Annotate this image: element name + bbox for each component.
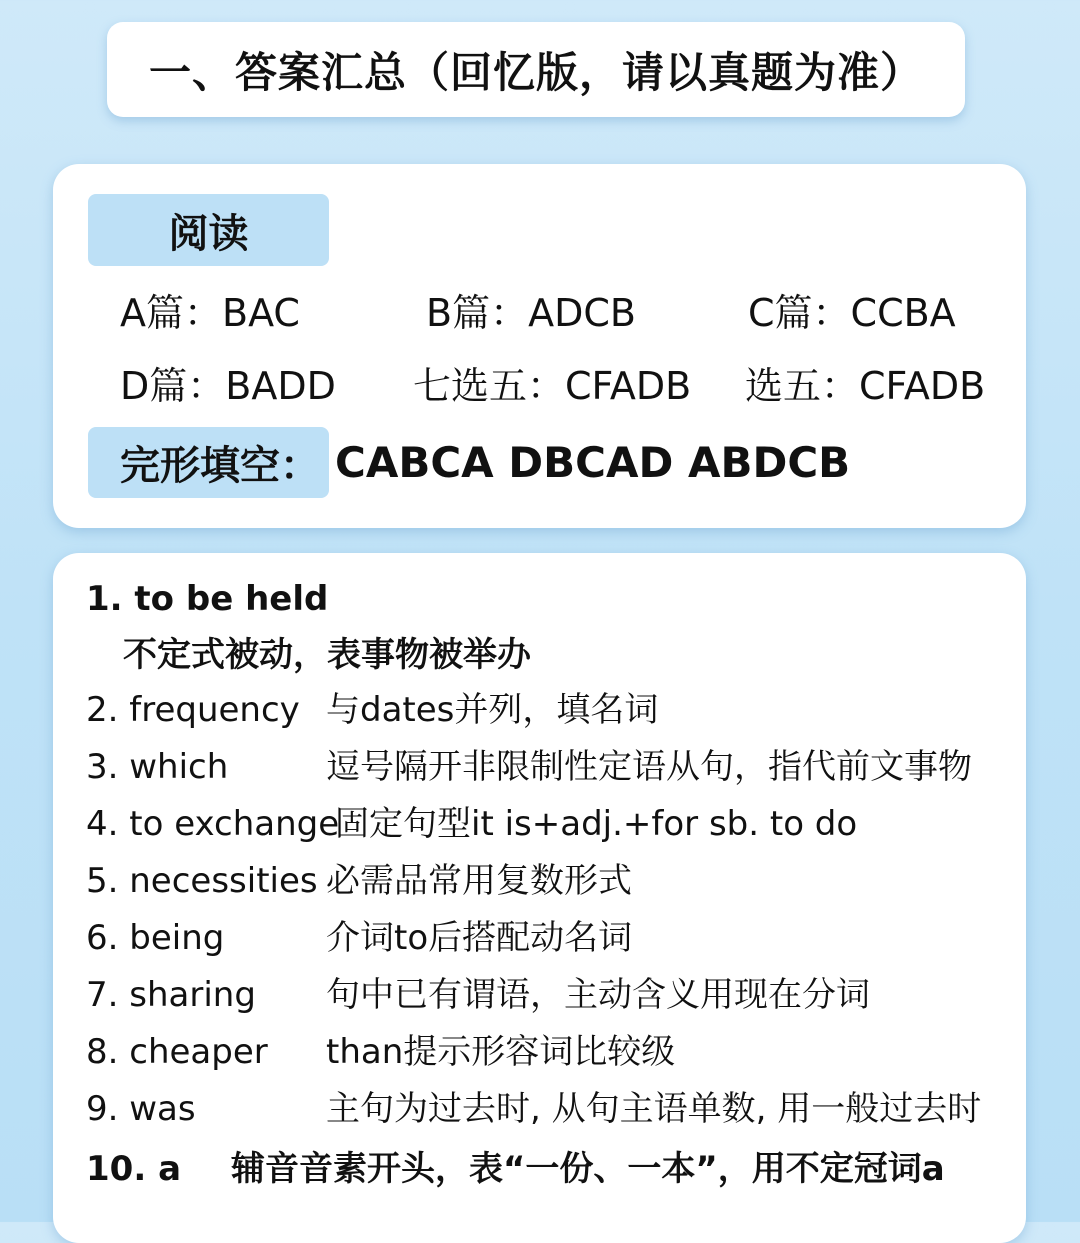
grammar-explanation-10: 辅音音素开头，表“一份、一本”，用不定冠词a (231, 1149, 945, 1189)
grammar-answer-4: 4. to exchange (86, 804, 340, 844)
grammar-answer-6: 6. being (86, 918, 225, 958)
title-card (107, 22, 965, 117)
reading-answer-seven-choose-five: 七选五：CFADB (413, 364, 692, 408)
grammar-answer-9: 9. was (86, 1089, 196, 1129)
grammar-answer-1: 1. to be held (86, 579, 329, 619)
grammar-answer-7: 7. sharing (86, 975, 256, 1015)
cloze-answer: CABCA DBCAD ABDCB (335, 438, 851, 487)
reading-card (53, 164, 1026, 528)
grammar-explanation-3: 逗号隔开非限制性定语从句，指代前文事物 (326, 747, 972, 787)
grammar-answer-2: 2. frequency (86, 690, 300, 730)
grammar-explanation-2: 与dates并列，填名词 (326, 690, 659, 730)
grammar-answer-10: 10. a (86, 1149, 182, 1189)
reading-answer-d: D篇：BADD (120, 364, 336, 408)
grammar-explanation-5: 必需品常用复数形式 (326, 861, 632, 901)
grammar-explanation-4: 固定句型it is+adj.+for sb. to do (335, 804, 858, 844)
cloze-label: 完形填空： (88, 427, 329, 498)
grammar-answer-8: 8. cheaper (86, 1032, 268, 1072)
reading-answer-a: A篇：BAC (120, 291, 300, 335)
grammar-explanation-7: 句中已有谓语，主动含义用现在分词 (326, 975, 870, 1015)
grammar-answer-5: 5. necessities (86, 861, 318, 901)
reading-answer-b: B篇：ADCB (426, 291, 636, 335)
page-title: 一、答案汇总（回忆版，请以真题为准） (148, 47, 923, 97)
reading-answer-choose-five: 选五：CFADB (745, 364, 986, 408)
grammar-explanation-9: 主句为过去时, 从句主语单数, 用一般过去时 (326, 1089, 982, 1129)
grammar-card (53, 553, 1026, 1243)
grammar-answer-3: 3. which (86, 747, 229, 787)
grammar-explanation-8: than提示形容词比较级 (326, 1032, 676, 1072)
grammar-explanation-1: 不定式被动，表事物被举办 (123, 635, 531, 675)
grammar-explanation-6: 介词to后搭配动名词 (326, 918, 633, 958)
reading-section-label: 阅读 (88, 194, 329, 266)
reading-answer-c: C篇：CCBA (748, 291, 956, 335)
